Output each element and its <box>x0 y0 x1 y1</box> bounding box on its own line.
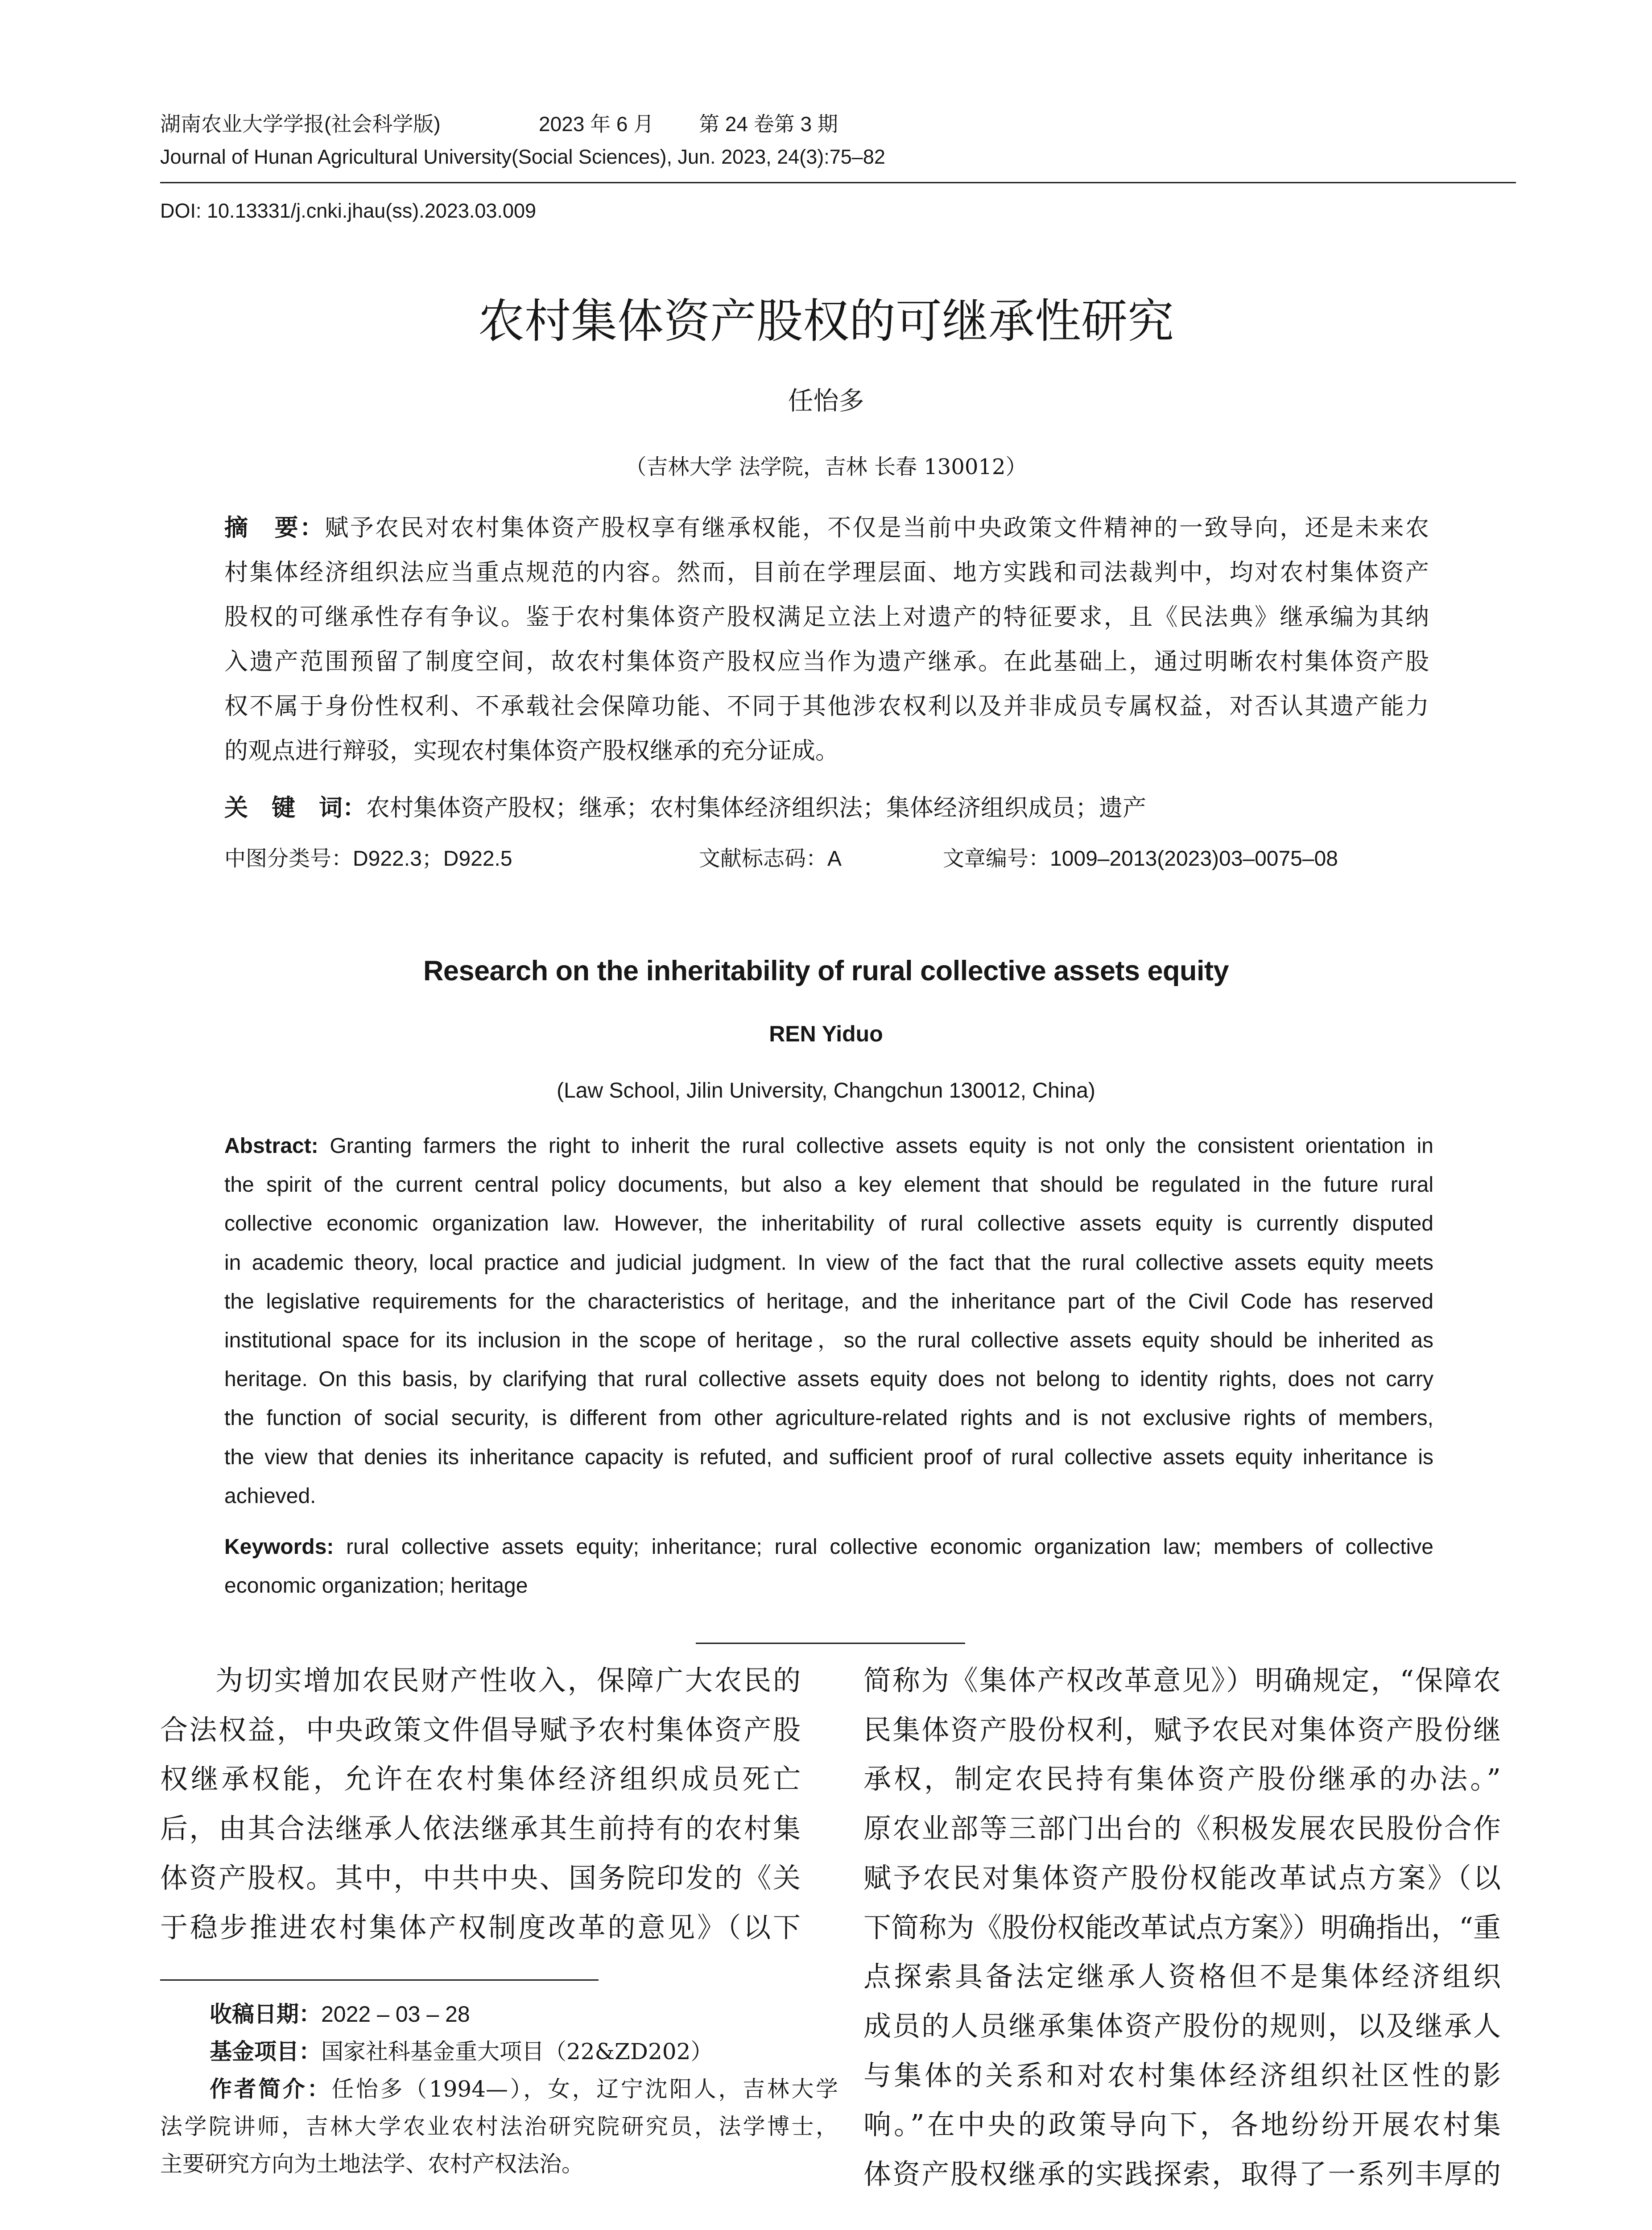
body-line: 下简称为《股份权能改革试点方案》）明确指出，“重 <box>863 1911 1501 1944</box>
body-line: 赋予农民对集体资产股份权能改革试点方案》（以 <box>863 1861 1501 1894</box>
document-code: 文献标志码：A <box>699 847 842 871</box>
keywords-cn-line <box>224 786 1429 830</box>
body-line: 承权，制定农民持有集体资产股份继承的办法。” <box>863 1763 1501 1796</box>
volume-issue-cn: 第 24 卷第 3 期 <box>699 112 838 136</box>
author-bio-label: 作者简介： <box>210 2076 332 2102</box>
body-line: 与集体的关系和对农村集体经济组织社区性的影 <box>863 2059 1501 2092</box>
abstract-en-line <box>224 1127 1433 1165</box>
title-en: Research on the inheritability of rural collective assets equity <box>423 955 1229 987</box>
author-bio-line: 法学院讲师，吉林大学农业农村法治研究院研究员，法学博士， <box>160 2114 838 2139</box>
body-line: 体资产股权继承的实践探索，取得了一系列丰厚的 <box>863 2158 1501 2191</box>
body-line: 体资产股权。其中，中共中央、国务院印发的《关 <box>160 1861 801 1894</box>
keywords-cn-text: 农村集体资产股权；继承；农村集体经济组织法；集体经济组织成员；遗产 <box>366 794 1146 822</box>
fund-project-value: 国家社科基金重大项目（22&ZD202） <box>321 2039 713 2065</box>
body-line: 合法权益，中央政策文件倡导赋予农村集体资产股 <box>160 1713 801 1746</box>
abstract-en-line: heritage. On this basis, by clarifying that rural collective assets equity does not belong to identity rights, does not carry <box>224 1367 1433 1392</box>
abstract-cn-line: 入遗产范围预留了制度空间，故农村集体资产股权应当作为遗产继承。在此基础上，通过明晰农村集体资产股 <box>224 648 1429 675</box>
abstract-en-line: achieved. <box>224 1484 316 1508</box>
abstract-cn-line: 村集体经济组织法应当重点规范的内容。然而，目前在学理层面、地方实践和司法裁判中，均对农村集体资产 <box>224 559 1429 586</box>
body-line: 响。”在中央的政策导向下，各地纷纷开展农村集 <box>863 2108 1501 2141</box>
keywords-cn-label: 关 键 词： <box>224 794 366 822</box>
keywords-en-text: rural collective assets equity; inheritance; rural collective economic organization law; members of collective <box>346 1535 1434 1559</box>
issue-date-cn: 2023 年 6 月 <box>539 112 654 136</box>
abstract-en-line: the function of social security, is different from other agriculture-related rights and is not exclusive rights of members, <box>224 1406 1433 1430</box>
body-line: 于稳步推进农村集体产权制度改革的意见》（以下 <box>160 1911 801 1944</box>
author-bio-line <box>160 2070 838 2108</box>
keywords-en-line: economic organization; heritage <box>224 1574 528 1598</box>
author-bio-text: 任怡多（1994—），女，辽宁沈阳人，吉林大学 <box>331 2076 838 2102</box>
abstract-en-line: institutional space for its inclusion in the scope of heritage，so the rural collective assets equity should be inherited as <box>224 1329 1433 1353</box>
abstract-en-line: the spirit of the current central policy documents, but also a key element that should be regulated in the future rural <box>224 1173 1433 1197</box>
author-en: REN Yiduo <box>769 1021 883 1046</box>
abstract-en <box>224 1127 1433 1516</box>
author-cn: 任怡多 <box>788 387 864 415</box>
abstract-en-line: the legislative requirements for the characteristics of heritage, and the inheritance part of the Civil Code has reserved <box>224 1289 1433 1313</box>
body-line: 后，由其合法继承人依法继承其生前持有的农村集 <box>160 1812 801 1845</box>
abstract-en-text: Granting farmers the right to inherit the rural collective assets equity is not only the consistent orientation in <box>330 1134 1434 1158</box>
keywords-cn <box>224 786 1429 830</box>
abstract-cn-label: 摘 要： <box>224 514 325 541</box>
abstract-cn-line <box>224 506 1429 550</box>
body-line: 点探索具备法定继承人资格但不是集体经济组织 <box>863 1960 1501 1993</box>
abstract-cn <box>224 506 1429 773</box>
keywords-en <box>224 1528 1433 1605</box>
fund-project <box>160 2033 838 2070</box>
section-divider <box>696 1643 965 1644</box>
received-date-label: 收稿日期： <box>210 2001 321 2027</box>
body-line: 权继承权能，允许在农村集体经济组织成员死亡 <box>160 1763 801 1796</box>
abstract-cn-line: 权不属于身份性权利、不承载社会保障功能、不同于其他涉农权利以及并非成员专属权益，对否认其遗产能力 <box>224 693 1429 720</box>
abstract-en-label: Abstract: <box>224 1134 318 1158</box>
body-column-left <box>160 1656 801 1952</box>
abstract-en-line: in academic theory, local practice and judicial judgment. In view of the fact that the rural collective assets equity meets <box>224 1251 1433 1275</box>
abstract-cn-text: 赋予农民对农村集体资产股权享有继承权能，不仅是当前中央政策文件精神的一致导向，还是未来农 <box>325 514 1429 541</box>
abstract-en-line: collective economic organization law. However, the inheritability of rural collective assets equity is currently disputed <box>224 1212 1433 1236</box>
affiliation-en: (Law School, Jilin University, Changchun 130012, China) <box>557 1079 1095 1103</box>
abstract-cn-line: 的观点进行辩驳，实现农村集体资产股权继承的充分证成。 <box>224 737 839 764</box>
keywords-en-line <box>224 1528 1433 1566</box>
body-line: 原农业部等三部门出台的《积极发展农民股份合作 <box>863 1812 1501 1845</box>
footnote-rule <box>160 1979 599 1981</box>
title-cn: 农村集体资产股权的可继承性研究 <box>478 296 1174 347</box>
clc-number: 中图分类号：D922.3；D922.5 <box>224 847 512 871</box>
journal-citation-en: Journal of Hunan Agricultural University(Social Sciences), Jun. 2023, 24(3):75–82 <box>160 145 885 168</box>
body-column-right <box>863 1656 1501 2199</box>
article-number: 文章编号：1009–2013(2023)03–0075–08 <box>943 847 1338 871</box>
body-line: 成员的人员继承集体资产股份的规则，以及继承人 <box>863 2009 1501 2042</box>
author-bio-line: 主要研究方向为土地法学、农村产权法治。 <box>160 2151 584 2177</box>
keywords-en-label: Keywords: <box>224 1535 334 1559</box>
fund-project-label: 基金项目： <box>210 2039 321 2065</box>
abstract-cn-line: 股权的可继承性存有争议。鉴于农村集体资产股权满足立法上对遗产的特征要求，且《民法典》继承编为其纳 <box>224 603 1429 631</box>
body-line: 民集体资产股份权利，赋予农民对集体资产股份继 <box>863 1713 1501 1746</box>
affiliation-cn: （吉林大学 法学院，吉林 长春 130012） <box>625 454 1027 479</box>
doi: DOI: 10.13331/j.cnki.jhau(ss).2023.03.009 <box>160 199 537 222</box>
journal-name-cn: 湖南农业大学学报(社会科学版) <box>160 112 441 136</box>
header-rule <box>160 182 1516 183</box>
body-line: 简称为《集体产权改革意见》）明确规定，“保障农 <box>863 1664 1501 1697</box>
abstract-en-line: the view that denies its inheritance capacity is refuted, and sufficient proof of rural collective assets equity inheritance is <box>224 1445 1433 1469</box>
received-date <box>160 1995 838 2033</box>
received-date-value: 2022 – 03 – 28 <box>321 2002 470 2027</box>
body-line: 为切实增加农民财产性收入，保障广大农民的 <box>215 1664 801 1697</box>
footnotes <box>160 1995 838 2183</box>
